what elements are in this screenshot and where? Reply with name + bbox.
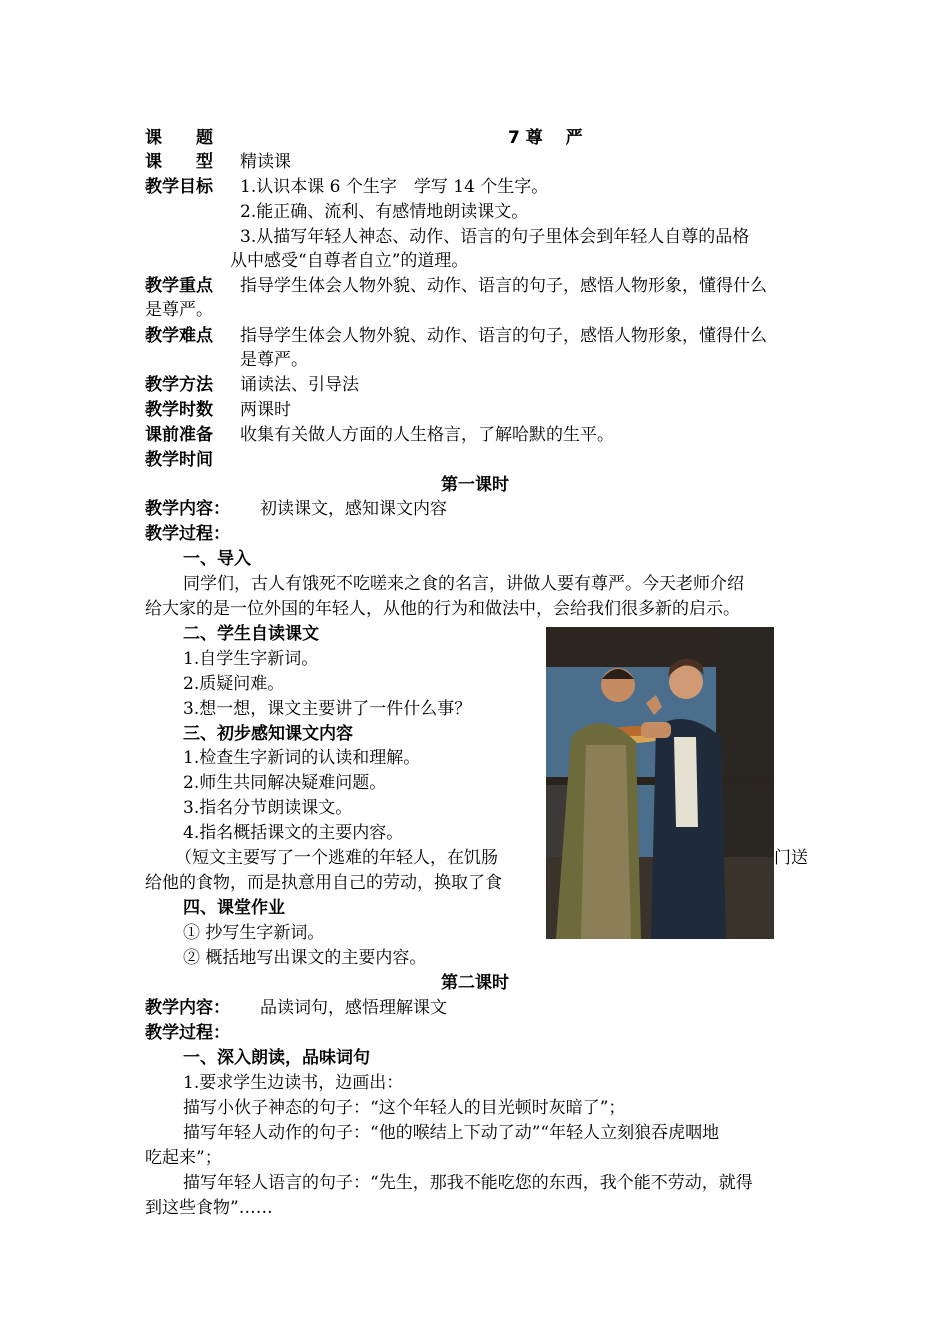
lesson1-title: 第一课时 bbox=[441, 475, 509, 495]
method-value: 诵读法、引导法 bbox=[240, 375, 359, 395]
difficulty-value-cont: 是尊严。 bbox=[240, 350, 308, 370]
list-item: 4.指名概括课文的主要内容。 bbox=[183, 823, 404, 843]
goals-label: 教学目标 bbox=[145, 177, 213, 197]
type-label: 课 型 bbox=[145, 152, 213, 172]
list-item: ② 概括地写出课文的主要内容。 bbox=[183, 948, 427, 968]
type-value: 精读课 bbox=[240, 152, 291, 172]
list-item: 3.指名分节朗读课文。 bbox=[183, 798, 353, 818]
lesson1-process-label: 教学过程： bbox=[145, 524, 230, 544]
section-heading: 一、导入 bbox=[183, 549, 251, 569]
key-label: 教学重点 bbox=[145, 276, 213, 296]
paragraph: 描写年轻人语言的句子：“先生，那我不能吃您的东西，我个能不劳动，就得 bbox=[183, 1173, 753, 1193]
paragraph: 给大家的是一位外国的年轻人，从他的行为和做法中，会给我们很多新的启示。 bbox=[145, 599, 740, 619]
goal-item: 从中感受“自尊者自立”的道理。 bbox=[230, 251, 469, 271]
lesson-title: 7 尊 严 bbox=[508, 128, 583, 148]
hours-value: 两课时 bbox=[240, 400, 291, 420]
key-value-cont: 是尊严。 bbox=[145, 300, 213, 320]
lesson2-content: 品读词句，感悟理解课文 bbox=[260, 998, 447, 1018]
paragraph: 吃起来”； bbox=[145, 1148, 222, 1168]
hours-label: 教学时数 bbox=[145, 400, 213, 420]
list-item: 1.检查生字新词的认读和理解。 bbox=[183, 748, 421, 768]
difficulty-value: 指导学生体会人物外貌、动作、语言的句子，感悟人物形象，懂得什么 bbox=[240, 326, 767, 346]
list-item: ① 抄写生字新词。 bbox=[183, 923, 325, 943]
prep-value: 收集有关做人方面的人生格言，了解哈默的生平。 bbox=[240, 425, 614, 445]
time-label: 教学时间 bbox=[145, 450, 213, 470]
paragraph: 描写小伙子神态的句子：“这个年轻人的目光顿时灰暗了”； bbox=[183, 1098, 626, 1118]
paragraph: 给他的食物，而是执意用自己的劳动，换取了食 bbox=[145, 873, 502, 893]
paragraph: 同学们，古人有饿死不吃嗟来之食的名言，讲做人要有尊严。今天老师介绍 bbox=[183, 574, 744, 594]
list-item: 1.自学生字新词。 bbox=[183, 649, 319, 669]
goal-item: 3.从描写年轻人神态、动作、语言的句子里体会到年轻人自尊的品格 bbox=[240, 227, 750, 247]
lesson2-content-label: 教学内容： bbox=[145, 998, 230, 1018]
goal-item: 1.认识本课 6 个生字 学写 14 个生字。 bbox=[240, 177, 549, 197]
section-heading: 三、初步感知课文内容 bbox=[183, 724, 353, 744]
method-label: 教学方法 bbox=[145, 375, 213, 395]
illustration-art bbox=[546, 627, 774, 939]
lesson1-content: 初读课文，感知课文内容 bbox=[260, 499, 447, 519]
lesson2-title: 第二课时 bbox=[441, 973, 509, 993]
paragraph: 1.要求学生边读书，边画出： bbox=[183, 1073, 404, 1093]
list-item: 3.想一想，课文主要讲了一件什么事？ bbox=[183, 699, 472, 719]
topic-label: 课 题 bbox=[145, 128, 213, 148]
difficulty-label: 教学难点 bbox=[145, 326, 213, 346]
lesson2-process-label: 教学过程： bbox=[145, 1023, 230, 1043]
list-item: 2.师生共同解决疑难问题。 bbox=[183, 773, 387, 793]
paragraph-end: 门送 bbox=[774, 848, 808, 868]
key-value: 指导学生体会人物外貌、动作、语言的句子，感悟人物形象，懂得什么 bbox=[240, 276, 767, 296]
section-heading: 一、深入朗读，品味词句 bbox=[183, 1048, 370, 1068]
paragraph: 到这些食物”…… bbox=[145, 1198, 273, 1218]
goal-item: 2.能正确、流利、有感情地朗读课文。 bbox=[240, 202, 529, 222]
lesson1-content-label: 教学内容： bbox=[145, 499, 230, 519]
paragraph: （短文主要写了一个逃难的年轻人，在饥肠 bbox=[175, 848, 498, 868]
paragraph: 描写年轻人动作的句子：“他的喉结上下动了动”“年轻人立刻狼吞虎咽地 bbox=[183, 1123, 720, 1143]
section-heading: 四、课堂作业 bbox=[183, 898, 285, 918]
list-item: 2.质疑问难。 bbox=[183, 674, 285, 694]
story-illustration bbox=[546, 627, 774, 939]
section-heading: 二、学生自读课文 bbox=[183, 624, 319, 644]
prep-label: 课前准备 bbox=[145, 425, 213, 445]
